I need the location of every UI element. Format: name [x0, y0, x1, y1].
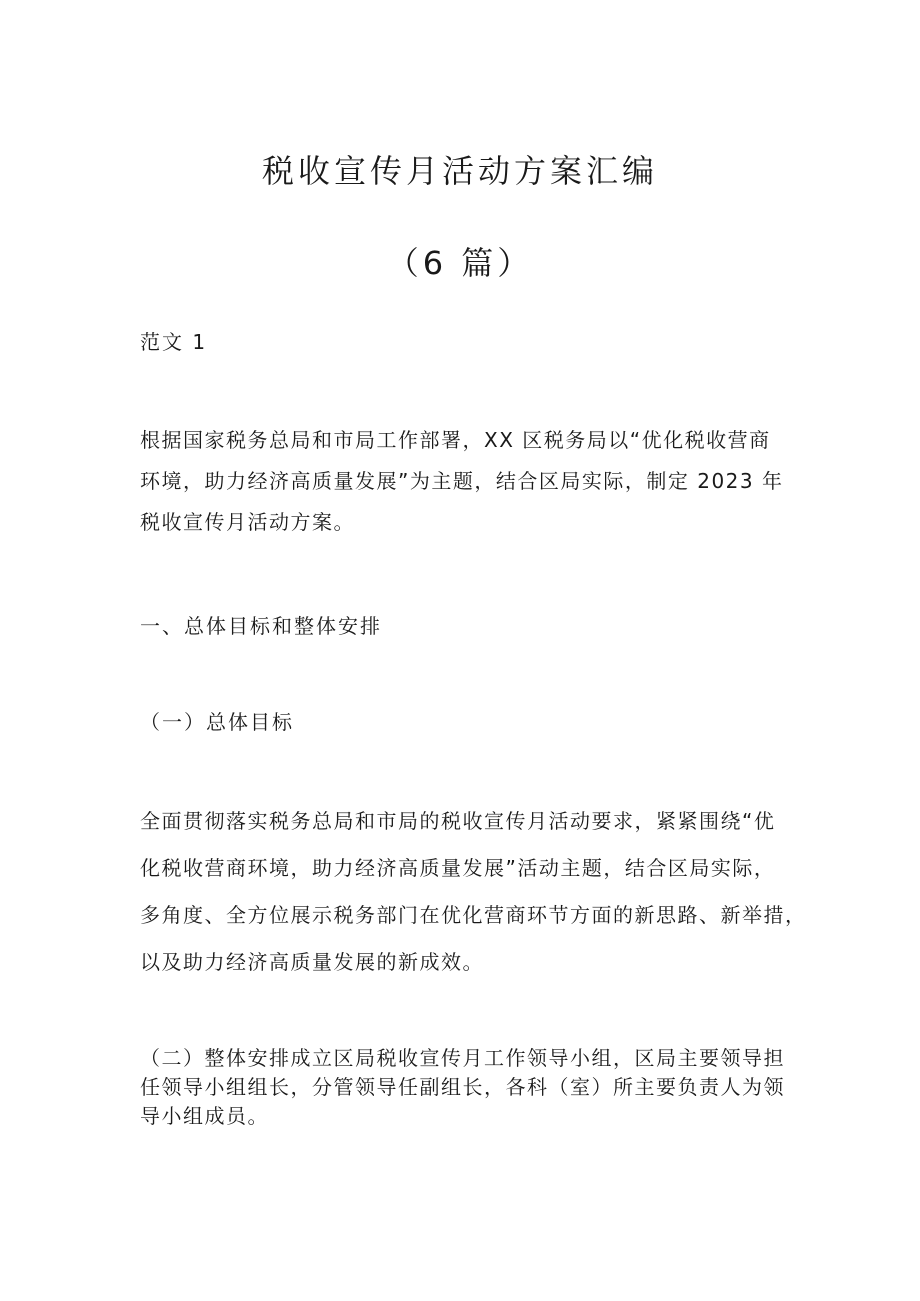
section-heading: 一、总体目标和整体安排 [140, 614, 382, 638]
arrangement-paragraph [140, 1044, 790, 1131]
document-subtitle: （6 篇） [386, 244, 534, 282]
paragraph-line: 全面贯彻落实税务总局和市局的税收宣传月活动要求，紧紧围绕“优 [140, 809, 776, 833]
paragraph-line: 任领导小组组长，分管领导任副组长，各科（室）所主要负责人为领 [140, 1075, 785, 1099]
paragraph-line: 以及助力经济高质量发展的新成效。 [140, 950, 484, 974]
paragraph-line: （二）整体安排成立区局税收宣传月工作领导小组，区局主要领导担 [140, 1046, 785, 1070]
paragraph-line: 根据国家税务总局和市局工作部署，XX 区税务局以“优化税收营商 [140, 428, 771, 452]
document-title: 税收宣传月活动方案汇编 [261, 152, 658, 190]
sample-label: 范文 1 [140, 330, 208, 354]
goal-paragraph [140, 798, 807, 986]
paragraph-line: 多角度、全方位展示税务部门在优化营商环节方面的新思路、新举措， [140, 903, 807, 927]
subsection-heading: （一）总体目标 [140, 710, 294, 734]
paragraph-line: 环境，助力经济高质量发展”为主题，结合区局实际，制定 2023 年 [140, 469, 784, 493]
paragraph-line: 化税收营商环境，助力经济高质量发展”活动主题，结合区局实际， [140, 856, 776, 880]
intro-paragraph [140, 420, 790, 543]
paragraph-line: 导小组成员。 [140, 1104, 269, 1128]
paragraph-line: 税收宣传月活动方案。 [140, 510, 355, 534]
